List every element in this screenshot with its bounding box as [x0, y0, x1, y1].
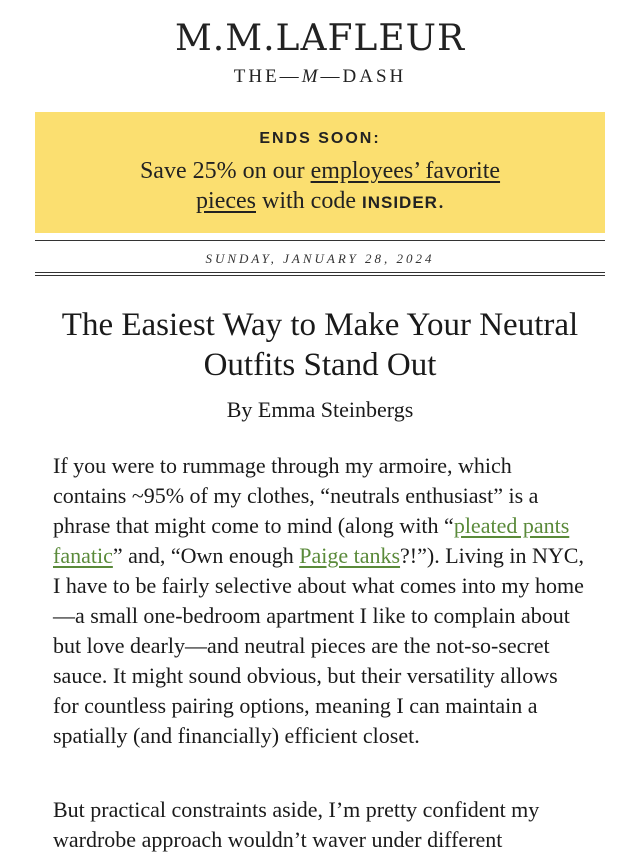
article-paragraph-2: But practical constraints aside, I’m pretty confident my wardrobe approach wouldn’t waver under different: [53, 797, 540, 852]
p1-text-c: ?!”). Living in NYC, I have to be fairly selective about what comes into my home—a small one-bedroom apartment I like to complain about but love dearly—and neutral pieces are the not-so-secret sauce. It might sound obvious, but their versatility allows for countless pairing options, meaning I can maintain a spatially (and financially) efficient closet.: [53, 543, 584, 748]
divider-bottom-1: [35, 272, 605, 273]
promo-text-post: .: [437, 188, 444, 214]
brand-logo[interactable]: M.M.LAFLEUR: [174, 18, 466, 59]
promo-kicker: ENDS SOON:: [259, 130, 381, 147]
newsletter-tagline: [0, 66, 640, 88]
article-title: The Easiest Way to Make Your Neutral Outfits Stand Out: [61, 307, 579, 383]
p1-text-a: If you were to rummage through my armoire, which contains ~95% of my clothes, “neutrals enthusiast” is a phrase that might come to mind (along with “: [53, 453, 539, 538]
article-byline: By Emma Steinbergs: [226, 397, 414, 422]
promo-text-pre: Save 25% on our: [139, 158, 311, 184]
pleated-pants-link[interactable]: pleated pants fanatic: [53, 513, 570, 568]
p1-text-b: ” and, “Own enough: [112, 543, 300, 568]
issue-date: SUNDAY, JANUARY 28, 2024: [205, 251, 435, 266]
promo-link[interactable]: employees’ favorite pieces: [196, 158, 501, 214]
article-paragraph-1: [53, 451, 588, 751]
divider-bottom-2: [35, 275, 605, 276]
divider-top: [35, 240, 605, 241]
tagline-post: —DASH: [320, 66, 407, 87]
promo-text-mid: with code: [256, 188, 362, 214]
promo-text: [110, 156, 530, 218]
paige-tanks-link[interactable]: Paige tanks: [299, 543, 401, 568]
tagline-m: M: [301, 66, 321, 87]
promo-banner[interactable]: [35, 112, 605, 233]
tagline-pre: THE—: [233, 66, 302, 87]
promo-code: INSIDER: [361, 193, 438, 212]
